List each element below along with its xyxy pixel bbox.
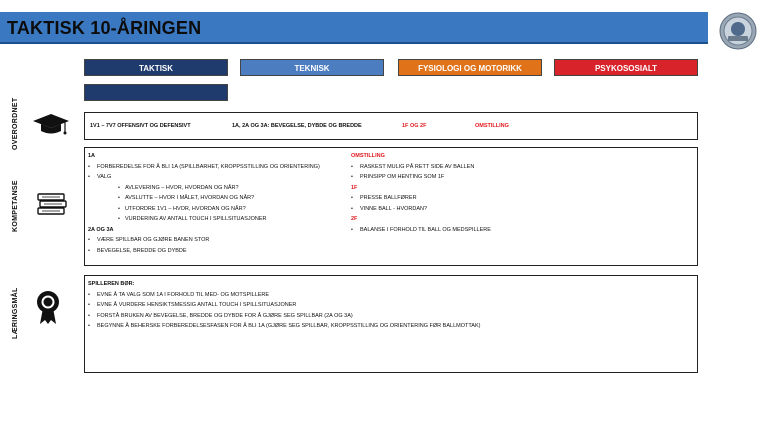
award-ribbon-icon (36, 290, 60, 331)
list-item: • VINNE BALL - HVORDAN? (351, 204, 491, 215)
list-item: • BEVEGELSE, BREDDE OG DYBDE (88, 246, 320, 257)
section-label-laeringsmal: LÆRINGSMÅL (12, 287, 19, 339)
kompetanse-heading: 1F (351, 184, 358, 191)
page-title: TAKTISK 10-ÅRINGEN (7, 18, 202, 38)
list-item: • UTFORDRE 1V1 – HVOR, HVORDAN OG NÅR? (88, 204, 320, 215)
kompetanse-heading: 2A OG 3A (88, 226, 114, 233)
list-item: • PRINSIPP OM HENTING SOM 1F (351, 172, 491, 183)
club-badge-icon (719, 12, 757, 50)
kompetanse-heading: 2F (351, 216, 358, 222)
list-item: • VURDERING AV ANTALL TOUCH I SPILLSITUASJONER (88, 214, 320, 225)
list-item: • BALANSE I FORHOLD TIL BALL OG MEDSPILLERE (351, 225, 491, 236)
kompetanse-box (84, 147, 698, 266)
list-item: • AVSLUTTE – HVOR I MÅLET, HVORDAN OG NÅR? (88, 193, 320, 204)
list-item: • BEGYNNE Å BEHERSKE FORBEREDELSESFASEN FOR Å BLI 1A (GJØRE SEG SPILLBAR, KROPPSSTILLING OG ORIENTERING FØR BALLMOTTAK) (88, 321, 480, 332)
section-label-kompetanse: KOMPETANSE (12, 180, 19, 232)
list-item: • VALG (88, 172, 320, 183)
tab-fysiologi-og-motorikk[interactable]: FYSIOLOGI OG MOTORIKK (398, 59, 542, 76)
kompetanse-heading: OMSTILLING (351, 153, 385, 159)
books-icon (36, 192, 68, 223)
list-item: • RASKEST MULIG PÅ RETT SIDE AV BALLEN (351, 162, 491, 173)
overordnet-item: 1V1 – 7V7 OFFENSIVT OG DEFENSIVT (90, 123, 191, 129)
list-item: • FORSTÅ BRUKEN AV BEVEGELSE, BREDDE OG DYBDE FOR Å GJØRE SEG SPILLBAR (2A OG 3A) (88, 311, 480, 322)
kompetanse-left-column (88, 151, 320, 256)
graduation-cap-icon (32, 111, 70, 142)
list-item: • AVLEVERING – HVOR, HVORDAN OG NÅR? (88, 183, 320, 194)
overordnet-item: 1A, 2A OG 3A: BEVEGELSE, DYBDE OG BREDDE (232, 123, 362, 129)
kompetanse-heading: 1A (88, 153, 96, 159)
overordnet-item: OMSTILLING (475, 123, 509, 129)
list-item: • VÆRE SPILLBAR OG GJØRE BANEN STOR (88, 235, 320, 246)
list-item: • EVNE Å TA VALG SOM 1A I FORHOLD TIL MED- OG MOTSPILLERE (88, 290, 480, 301)
list-item: • PRESSE BALLFØRER (351, 193, 491, 204)
laeringsmal-list (88, 279, 480, 332)
laeringsmal-box (84, 275, 698, 373)
title-bar (0, 12, 708, 44)
laeringsmal-heading: SPILLEREN BØR: (88, 281, 135, 287)
taktisk-active-indicator (84, 84, 228, 101)
section-label-overordnet: OVERORDNET (12, 97, 19, 150)
overordnet-box (84, 112, 698, 140)
tab-psykososialt[interactable]: PSYKOSOSIALT (554, 59, 698, 76)
kompetanse-right-column (351, 151, 491, 235)
list-item: • EVNE Å VURDERE HENSIKTSMESSIG ANTALL TOUCH I SPILLSITUASJONER (88, 300, 480, 311)
list-item: • FORBEREDELSE FOR Å BLI 1A (SPILLBARHET, KROPPSSTILLING OG ORIENTERING) (88, 162, 320, 173)
overordnet-item: 1F OG 2F (402, 123, 427, 129)
tab-taktisk[interactable]: TAKTISK (84, 59, 228, 76)
tab-teknisk[interactable]: TEKNISK (240, 59, 384, 76)
